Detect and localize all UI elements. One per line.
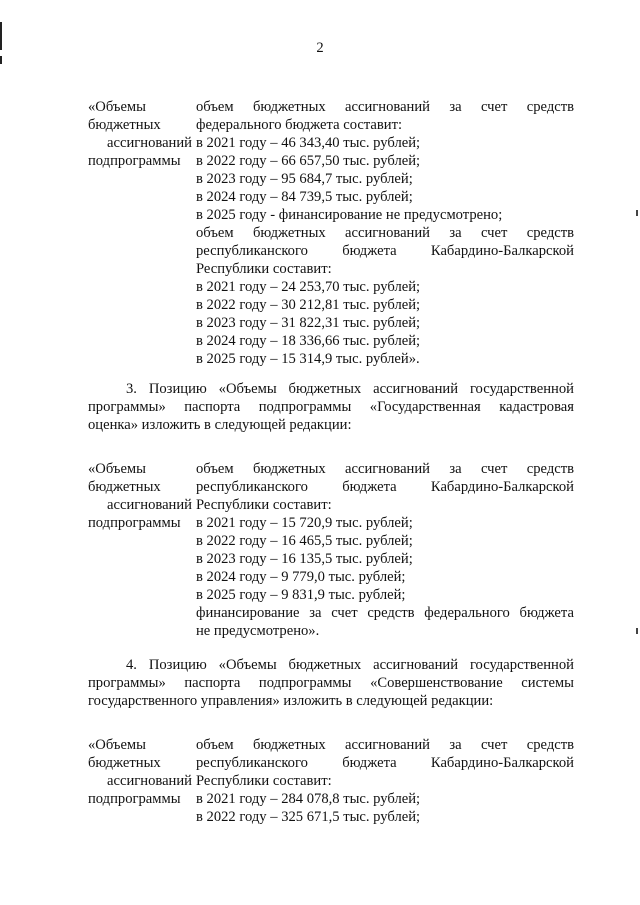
word: «Объемы bbox=[218, 381, 277, 397]
word: государственной bbox=[469, 381, 574, 397]
text-line: в 2023 году – 31 822,31 тыс. рублей; bbox=[196, 315, 421, 331]
word: средств bbox=[526, 99, 574, 115]
word: средств bbox=[526, 461, 574, 477]
page-number: 2 bbox=[316, 40, 324, 56]
paragraph-4 bbox=[88, 656, 574, 710]
text-line: в 2023 году – 95 684,7 тыс. рублей; bbox=[196, 171, 413, 187]
word: республиканского bbox=[196, 755, 308, 771]
word: Позицию bbox=[148, 381, 207, 397]
block-3-content bbox=[196, 736, 574, 826]
word: ассигнований bbox=[345, 225, 430, 241]
word: системы bbox=[521, 675, 574, 691]
word: 4. bbox=[126, 657, 137, 673]
block-1-content bbox=[196, 98, 574, 368]
word: республиканского bbox=[196, 243, 308, 259]
text-line bbox=[88, 656, 574, 674]
text-line: в 2022 году – 325 671,5 тыс. рублей; bbox=[196, 809, 421, 825]
text-line: в 2022 году – 30 212,81 тыс. рублей; bbox=[196, 297, 421, 313]
word: «Объемы bbox=[218, 657, 277, 673]
text-line bbox=[196, 460, 574, 478]
word: средств bbox=[526, 225, 574, 241]
text-line: в 2021 году – 46 343,40 тыс. рублей; bbox=[196, 135, 421, 151]
word: 3. bbox=[126, 381, 137, 397]
word: кадастровая bbox=[499, 399, 574, 415]
text-line: в 2021 году – 15 720,9 тыс. рублей; bbox=[196, 515, 413, 531]
word: ассигнований bbox=[373, 657, 459, 673]
word: паспорта bbox=[184, 675, 241, 691]
word: программы» bbox=[88, 675, 166, 691]
word: Кабардино-Балкарской bbox=[430, 479, 574, 495]
word: «Совершенствование bbox=[370, 675, 503, 691]
word: Кабардино-Балкарской bbox=[430, 243, 574, 259]
text-line bbox=[196, 604, 574, 622]
position-label: «Объемы бюджетных ассигнований подпрограммы bbox=[88, 99, 192, 169]
position-label: «Объемы бюджетных ассигнований подпрограммы bbox=[88, 737, 192, 807]
scan-margin-mark bbox=[0, 56, 2, 64]
word: ассигнований bbox=[373, 381, 459, 397]
word: ассигнований bbox=[345, 737, 430, 753]
word: бюджетных bbox=[253, 225, 326, 241]
word: ассигнований bbox=[345, 461, 430, 477]
word: Позицию bbox=[148, 657, 207, 673]
text-line bbox=[196, 224, 574, 242]
word: объем bbox=[196, 461, 234, 477]
word: бюджета bbox=[342, 479, 397, 495]
word: бюджета bbox=[519, 605, 574, 621]
text-line: в 2021 году – 24 253,70 тыс. рублей; bbox=[196, 279, 421, 295]
text-line bbox=[88, 398, 574, 416]
word: средств bbox=[367, 605, 415, 621]
word: счет bbox=[481, 225, 508, 241]
word: бюджетных bbox=[253, 99, 326, 115]
text-line: в 2021 году – 284 078,8 тыс. рублей; bbox=[196, 791, 421, 807]
word: бюджета bbox=[342, 243, 397, 259]
word: за bbox=[449, 461, 462, 477]
word: средств bbox=[526, 737, 574, 753]
budget-block-3 bbox=[88, 736, 574, 826]
text-line bbox=[88, 674, 574, 692]
word: за bbox=[449, 225, 462, 241]
text-line: Республики составит: bbox=[196, 261, 332, 277]
word: паспорта bbox=[184, 399, 241, 415]
text-line: Республики составит: bbox=[196, 773, 332, 789]
word: бюджетных bbox=[288, 381, 362, 397]
text-line: в 2025 году – 9 831,9 тыс. рублей; bbox=[196, 587, 406, 603]
text-line: в 2022 году – 66 657,50 тыс. рублей; bbox=[196, 153, 421, 169]
word: объем bbox=[196, 99, 234, 115]
word: бюджета bbox=[342, 755, 397, 771]
budget-block-1 bbox=[88, 98, 574, 368]
text-line bbox=[196, 754, 574, 772]
word: объем bbox=[196, 225, 234, 241]
text-line bbox=[196, 736, 574, 754]
text-line: в 2025 году – 15 314,9 тыс. рублей». bbox=[196, 351, 420, 367]
word: счет bbox=[481, 737, 508, 753]
word: за bbox=[449, 99, 462, 115]
word: бюджетных bbox=[253, 461, 326, 477]
text-line: не предусмотрено». bbox=[196, 623, 320, 639]
text-line: государственного управления» изложить в следующей редакции: bbox=[88, 693, 494, 709]
text-line: в 2024 году – 84 739,5 тыс. рублей; bbox=[196, 189, 413, 205]
word: «Государственная bbox=[369, 399, 481, 415]
text-line bbox=[196, 98, 574, 116]
text-line: в 2022 году – 16 465,5 тыс. рублей; bbox=[196, 533, 413, 549]
word: объем bbox=[196, 737, 234, 753]
block-2-content bbox=[196, 460, 574, 640]
word: за bbox=[449, 737, 462, 753]
position-label: «Объемы бюджетных ассигнований подпрограммы bbox=[88, 461, 192, 531]
text-line: в 2024 году – 18 336,66 тыс. рублей; bbox=[196, 333, 421, 349]
scan-margin-mark bbox=[636, 628, 638, 634]
text-line bbox=[196, 242, 574, 260]
word: республиканского bbox=[196, 479, 308, 495]
text-line: в 2024 году – 9 779,0 тыс. рублей; bbox=[196, 569, 406, 585]
word: бюджетных bbox=[288, 657, 362, 673]
paragraph-3 bbox=[88, 380, 574, 434]
word: счет bbox=[331, 605, 358, 621]
word: бюджетных bbox=[253, 737, 326, 753]
text-line bbox=[88, 380, 574, 398]
scan-margin-mark bbox=[636, 210, 638, 216]
word: государственной bbox=[469, 657, 574, 673]
word: за bbox=[309, 605, 322, 621]
word: федерального bbox=[424, 605, 510, 621]
word: финансирование bbox=[196, 605, 300, 621]
text-line: в 2025 году - финансирование не предусмотрено; bbox=[196, 207, 503, 223]
word: ассигнований bbox=[345, 99, 430, 115]
text-line: федерального бюджета составит: bbox=[196, 117, 403, 133]
text-line: оценка» изложить в следующей редакции: bbox=[88, 417, 352, 433]
text-line: Республики составит: bbox=[196, 497, 332, 513]
word: счет bbox=[481, 461, 508, 477]
word: подпрограммы bbox=[258, 675, 352, 691]
word: подпрограммы bbox=[258, 399, 352, 415]
word: программы» bbox=[88, 399, 166, 415]
budget-block-2 bbox=[88, 460, 574, 640]
word: счет bbox=[481, 99, 508, 115]
text-line bbox=[196, 478, 574, 496]
text-line: в 2023 году – 16 135,5 тыс. рублей; bbox=[196, 551, 413, 567]
word: Кабардино-Балкарской bbox=[430, 755, 574, 771]
